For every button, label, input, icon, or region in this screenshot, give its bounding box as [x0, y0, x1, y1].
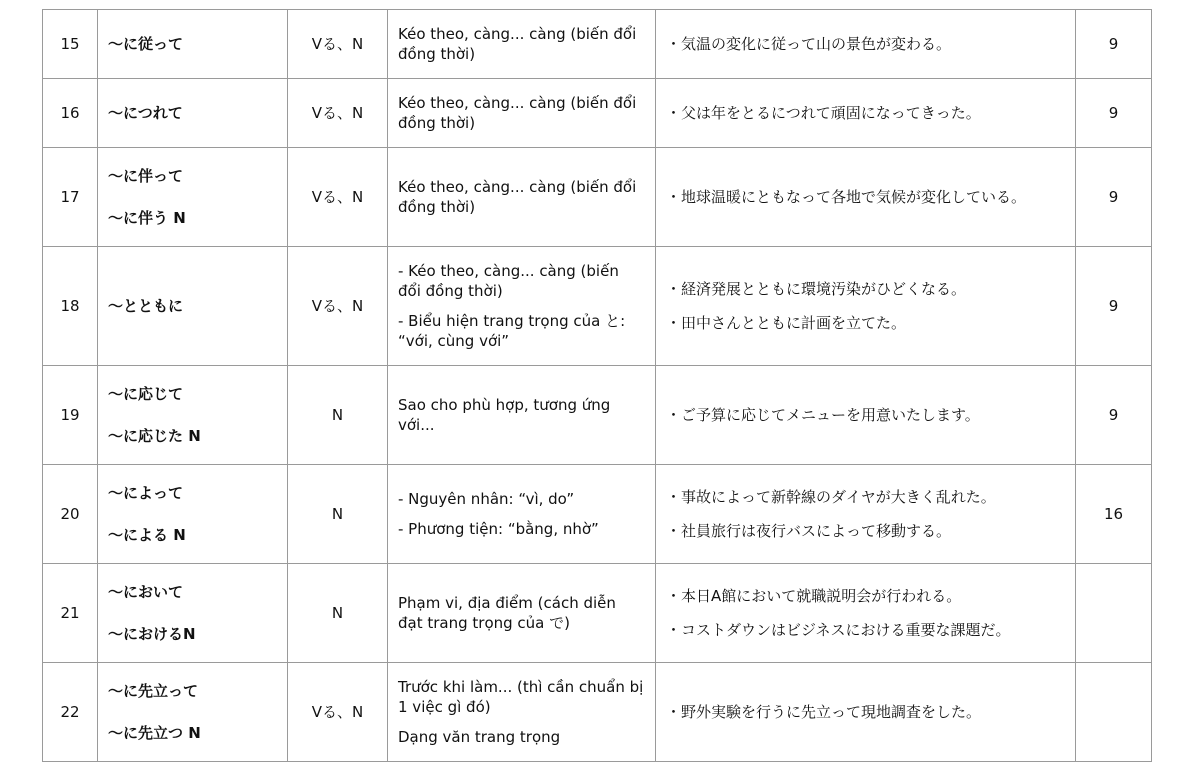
meaning-cell [388, 465, 656, 564]
grammar-table [42, 9, 1152, 762]
meaning-text: - Biểu hiện trang trọng của と: “với, cùng với” [398, 312, 626, 350]
row-number: 16 [43, 79, 98, 148]
example-cell [656, 663, 1076, 762]
meaning-text: Kéo theo, càng... càng (biến đổi đồng thời) [398, 25, 637, 63]
example-cell [656, 564, 1076, 663]
form-cell: N [288, 465, 388, 564]
form-cell: Vる、N [288, 79, 388, 148]
grammar-pattern: 〜におけるN [108, 625, 196, 643]
meaning-cell [388, 564, 656, 663]
meaning-cell [388, 663, 656, 762]
lesson-number [1076, 663, 1152, 762]
table-row [43, 148, 1152, 247]
example-cell [656, 465, 1076, 564]
meaning-cell [388, 247, 656, 366]
lesson-number: 9 [1076, 10, 1152, 79]
example-cell [656, 10, 1076, 79]
table-row [43, 465, 1152, 564]
grammar-pattern-cell [98, 148, 288, 247]
grammar-pattern-cell [98, 465, 288, 564]
grammar-pattern: 〜において [108, 583, 184, 601]
grammar-pattern: 〜に先立つ N [108, 724, 201, 742]
row-number: 17 [43, 148, 98, 247]
meaning-text: Dạng văn trang trọng [398, 728, 561, 746]
grammar-pattern-cell [98, 564, 288, 663]
row-number: 22 [43, 663, 98, 762]
row-number: 19 [43, 366, 98, 465]
meaning-text: Kéo theo, càng... càng (biến đổi đồng thời) [398, 178, 637, 216]
table-row [43, 10, 1152, 79]
example-sentence: ・社員旅行は夜行バスによって移動する。 [666, 522, 952, 540]
form-cell: Vる、N [288, 148, 388, 247]
table-body [43, 10, 1152, 762]
lesson-number: 9 [1076, 366, 1152, 465]
example-sentence: ・気温の変化に従って山の景色が変わる。 [666, 35, 952, 53]
example-cell [656, 366, 1076, 465]
meaning-cell [388, 10, 656, 79]
example-sentence: ・地球温暖にともなって各地で気候が変化している。 [666, 188, 1027, 206]
table-row [43, 366, 1152, 465]
grammar-pattern: 〜に応じて [108, 385, 184, 403]
grammar-pattern: 〜に伴って [108, 167, 184, 185]
meaning-text: Sao cho phù hợp, tương ứng với... [398, 396, 611, 434]
grammar-pattern: 〜による N [108, 526, 186, 544]
meaning-cell [388, 148, 656, 247]
grammar-pattern-cell [98, 79, 288, 148]
grammar-pattern: 〜に応じた N [108, 427, 201, 445]
grammar-pattern: 〜によって [108, 484, 184, 502]
lesson-number: 9 [1076, 148, 1152, 247]
table-row [43, 663, 1152, 762]
example-sentence: ・野外実験を行うに先立って現地調査をした。 [666, 703, 982, 721]
grammar-pattern-cell [98, 366, 288, 465]
table-row [43, 247, 1152, 366]
row-number: 18 [43, 247, 98, 366]
meaning-text: Kéo theo, càng... càng (biến đổi đồng thời) [398, 94, 637, 132]
form-cell: Vる、N [288, 663, 388, 762]
example-sentence: ・ご予算に応じてメニューを用意いたします。 [666, 406, 980, 424]
example-cell [656, 247, 1076, 366]
example-sentence: ・事故によって新幹線のダイヤが大きく乱れた。 [666, 488, 996, 506]
lesson-number: 9 [1076, 247, 1152, 366]
example-sentence: ・田中さんとともに計画を立てた。 [666, 314, 907, 332]
grammar-pattern: 〜とともに [108, 297, 184, 315]
grammar-pattern-cell [98, 663, 288, 762]
meaning-text: Phạm vi, địa điểm (cách diễn đạt trang trọng của で) [398, 594, 616, 632]
example-cell [656, 79, 1076, 148]
form-cell: N [288, 564, 388, 663]
example-sentence: ・コストダウンはビジネスにおける重要な課題だ。 [666, 621, 1011, 639]
grammar-pattern: 〜に従って [108, 35, 184, 53]
example-sentence: ・経済発展とともに環境汚染がひどくなる。 [666, 280, 967, 298]
example-sentence: ・父は年をとるにつれて頑固になってきった。 [666, 104, 981, 122]
table-row [43, 79, 1152, 148]
form-cell: N [288, 366, 388, 465]
meaning-cell [388, 366, 656, 465]
lesson-number: 16 [1076, 465, 1152, 564]
grammar-pattern: 〜に先立って [108, 682, 199, 700]
meaning-text: Trước khi làm... (thì cần chuẩn bị 1 việc gì đó) [398, 678, 644, 716]
example-cell [656, 148, 1076, 247]
grammar-pattern: 〜につれて [108, 104, 183, 122]
meaning-text: - Kéo theo, càng... càng (biến đổi đồng thời) [398, 262, 619, 300]
lesson-number: 9 [1076, 79, 1152, 148]
grammar-pattern-cell [98, 10, 288, 79]
form-cell: Vる、N [288, 247, 388, 366]
row-number: 15 [43, 10, 98, 79]
meaning-cell [388, 79, 656, 148]
meaning-text: - Nguyên nhân: “vì, do” [398, 490, 575, 508]
lesson-number [1076, 564, 1152, 663]
table-row [43, 564, 1152, 663]
row-number: 20 [43, 465, 98, 564]
form-cell: Vる、N [288, 10, 388, 79]
row-number: 21 [43, 564, 98, 663]
grammar-pattern-cell [98, 247, 288, 366]
meaning-text: - Phương tiện: “bằng, nhờ” [398, 520, 599, 538]
example-sentence: ・本日A館において就職説明会が行われる。 [666, 587, 962, 605]
grammar-pattern: 〜に伴う N [108, 209, 186, 227]
